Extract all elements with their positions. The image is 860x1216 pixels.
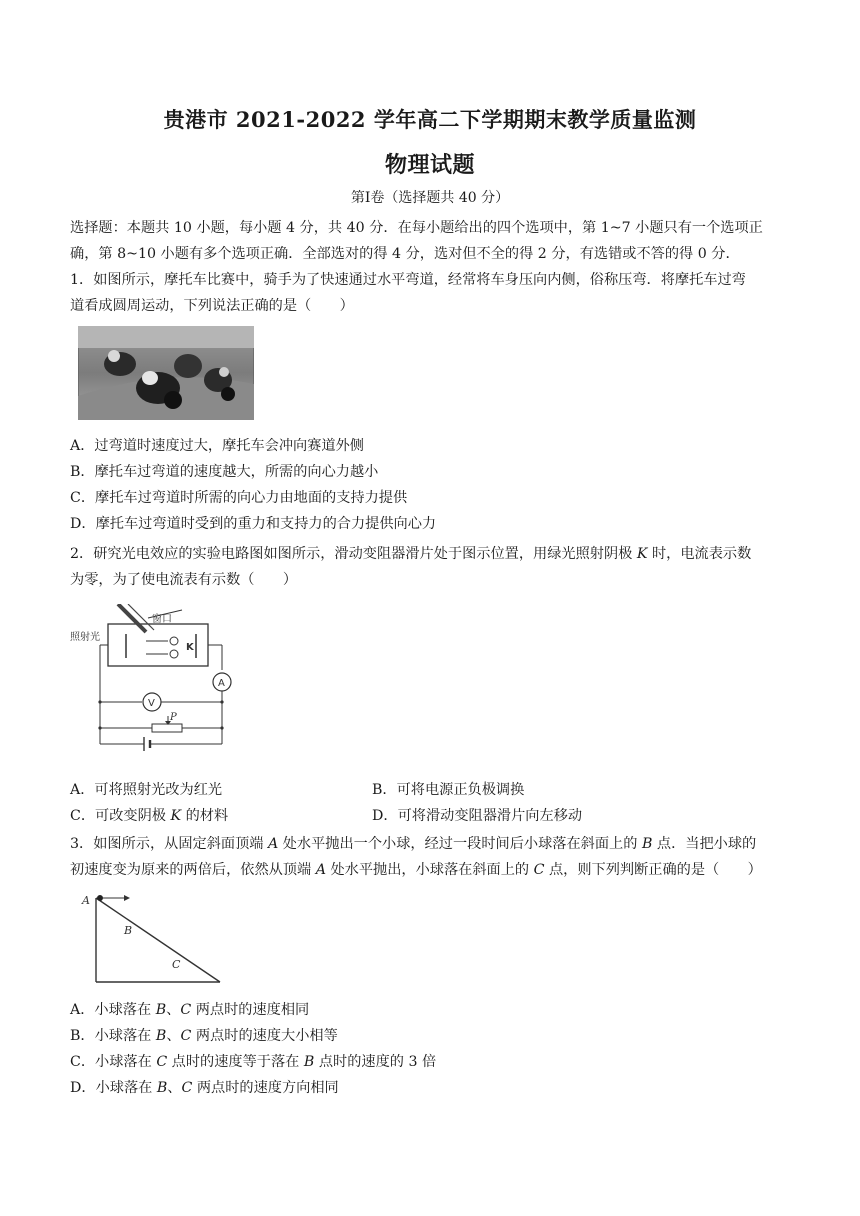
q3-stem-line-1: 3．如图所示，从固定斜面顶端 A 处水平抛出一个小球，经过一段时间后小球落在斜面上的 B 点．当把小球的 [70,836,757,852]
subject-title: 物理试题 [384,152,475,178]
q3-option-d: D．小球落在 B、C 两点时的速度方向相同 [70,1080,339,1096]
q3-stem-line-2: 初速度变为原来的两倍后，依然从顶端 A 处水平抛出，小球落在斜面上的 C 点，则下列判断正确的是（ ） [70,862,762,878]
q2-stem-line-1: 2．研究光电效应的实验电路图如图所示，滑动变阻器滑片处于图示位置，用绿光照射阴极 K 时，电流表示数 [70,546,752,562]
q3-incline-diagram [80,888,240,988]
q1-stem-line-2: 道看成圆周运动，下列说法正确的是（ ） [70,298,354,314]
q1-option-d: D．摩托车过弯道时受到的重力和支持力的合力提供向心力 [70,516,437,532]
q3-label-b: B [124,924,133,937]
q1-option-a: A．过弯道时速度过大，摩托车会冲向赛道外侧 [70,438,364,454]
q2-option-a: A．可将照射光改为红光 [70,782,223,798]
section-heading: 第Ⅰ卷（选择题共 40 分） [350,190,510,206]
q1-stem-line-1: 1．如图所示，摩托车比赛中，骑手为了快速通过水平弯道，经常将车身压向内侧，俗称压弯．将摩托车过弯 [70,272,746,288]
q3-label-c: C [172,958,181,971]
exam-title: 贵港市 2021-2022 学年高二下学期期末教学质量监测 [163,107,697,132]
q2-label-light: 照射光 [70,632,100,643]
q3-option-c: C．小球落在 C 点时的速度等于落在 B 点时的速度的 3 倍 [70,1054,437,1070]
q2-stem-line-2: 为零，为了使电流表有示数（ ） [70,572,298,588]
q2-label-voltmeter: V [148,698,155,709]
q2-option-d: D．可将滑动变阻器滑片向左移动 [372,808,583,824]
instructions-line-1: 选择题：本题共 10 小题，每小题 4 分，共 40 分．在每小题给出的四个选项中，第 1~7 小题只有一个选项正 [70,220,763,236]
q2-label-window: 窗口 [152,614,172,625]
q1-option-c: C．摩托车过弯道时所需的向心力由地面的支持力提供 [70,490,408,506]
q2-option-c: C．可改变阴极 K 的材料 [70,808,229,824]
instructions-line-2: 确，第 8~10 小题有多个选项正确．全部选对的得 4 分，选对但不全的得 2 分，有选错或不答的得 0 分． [70,246,740,262]
q1-option-b: B．摩托车过弯道的速度越大，所需的向心力越小 [70,464,379,480]
q2-option-b: B．可将电源正负极调换 [372,782,525,798]
q2-circuit-diagram [70,604,245,762]
q1-motorcycle-photo [78,326,254,420]
q3-option-a: A．小球落在 B、C 两点时的速度相同 [70,1002,310,1018]
q2-label-ammeter: A [218,678,225,689]
q3-option-b: B．小球落在 B、C 两点时的速度大小相等 [70,1028,338,1044]
q3-label-a: A [82,894,90,907]
q2-label-slider: P [170,712,177,723]
q2-label-cathode: K [186,642,194,653]
